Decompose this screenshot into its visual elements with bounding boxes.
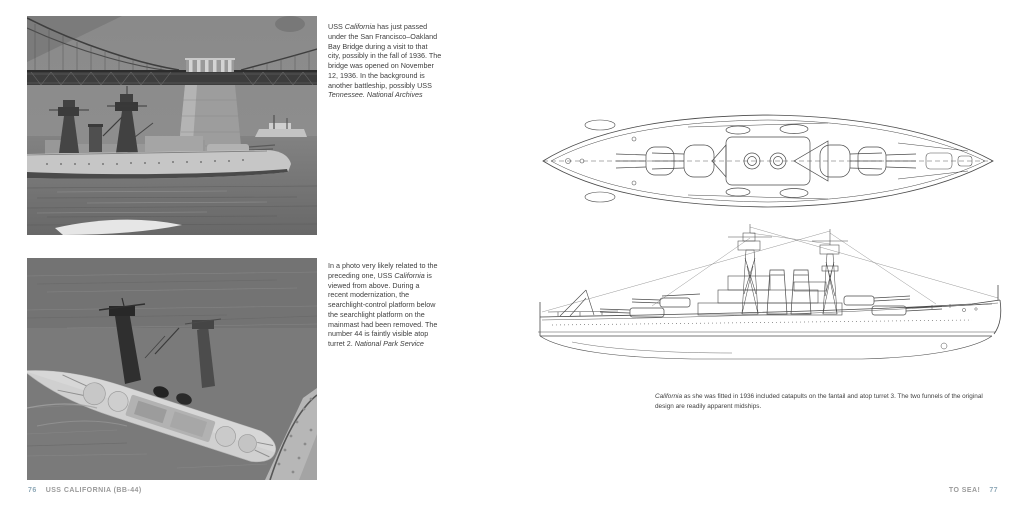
footer-right-label: TO SEA!	[948, 487, 981, 494]
photo-bridge-art	[27, 16, 317, 235]
profile-view-drawing	[532, 224, 1008, 364]
caption-aerial-photo: In a photo very likely related to the preceding one, USS California is viewed from above. During a recent modernization, the searchlight-control platform below the searchlight platform on the mainmast had been removed. The number 44 is faintly visible atop turret 2. National Park Service	[328, 261, 438, 348]
footer-left	[28, 487, 142, 494]
caption-drawings: California as she was fitted in 1936 included catapults on the fantail and atop turret 3. The two funnels of the original design are readily apparent midships.	[655, 393, 983, 410]
photo-aerial-art	[27, 258, 317, 480]
plan-view-drawing	[538, 103, 998, 221]
page-number-right: 77	[989, 487, 998, 494]
photo-aerial	[27, 258, 317, 480]
caption-bridge-photo: USS California has just passed under the San Francisco–Oakland Bay Bridge during a visit to that city, possibly in the fall of 1936. The bridge was opened on November 12, 1936. In the background is another battleship, possibly USS Tennessee. National Archives	[328, 22, 442, 100]
footer-left-label: USS CALIFORNIA (BB-44)	[45, 487, 142, 494]
footer-right	[949, 487, 998, 494]
page-number-left: 76	[28, 487, 37, 494]
photo-bridge	[27, 16, 317, 235]
